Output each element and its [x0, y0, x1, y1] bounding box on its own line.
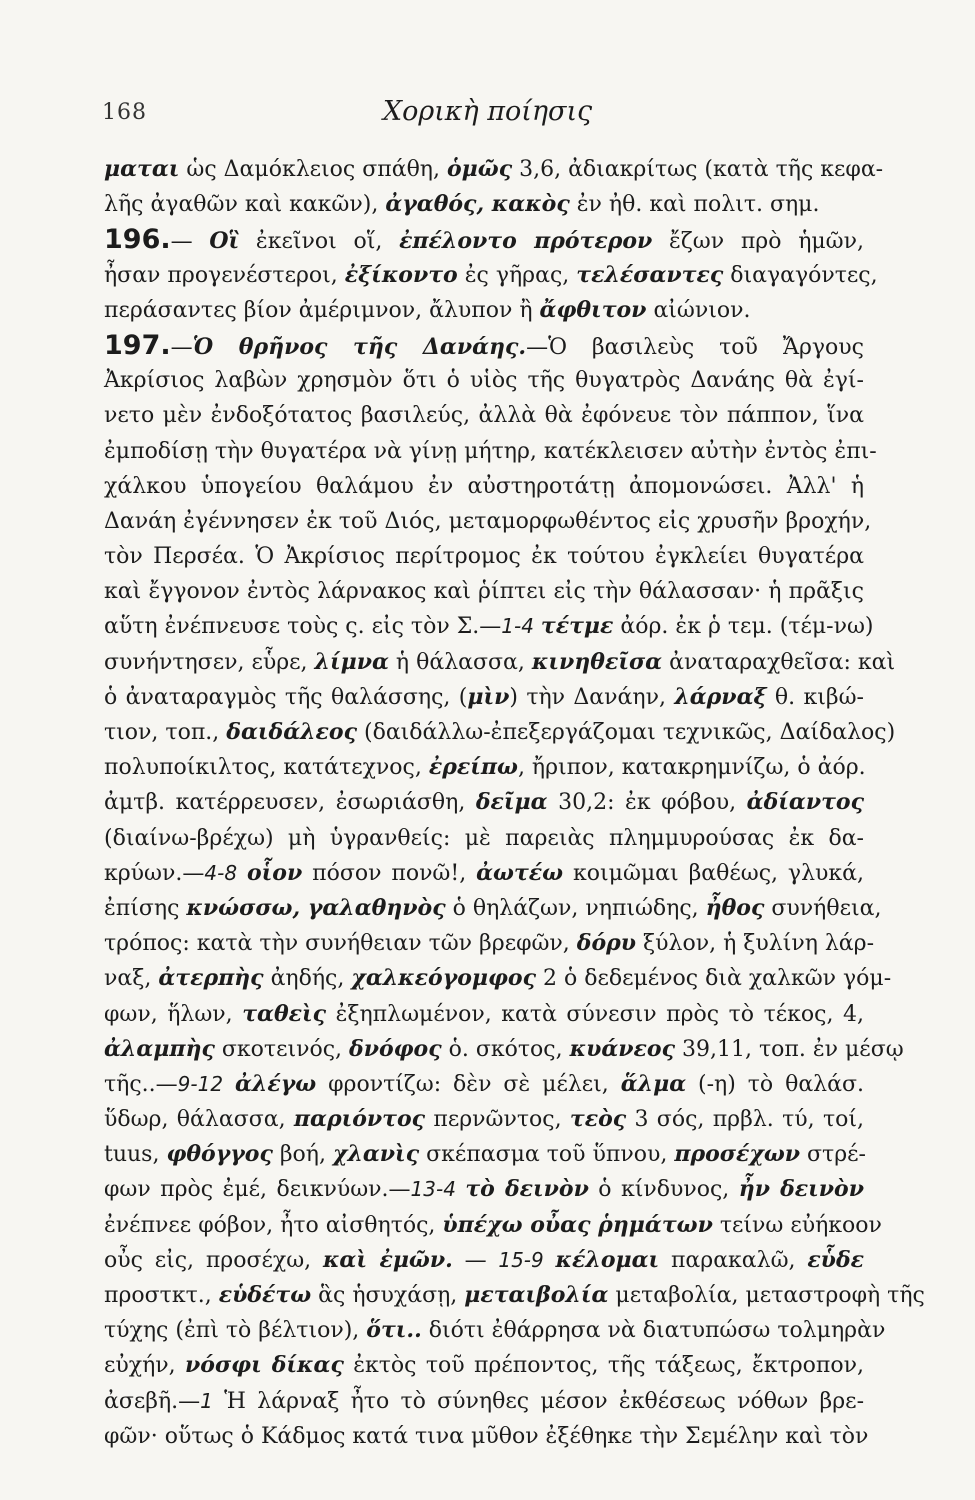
text-run: αὕτη ἐνέπνευσε τοὺς ς. εἰς τὸν Σ.—: [104, 614, 502, 640]
lemma: ταθεὶς: [242, 1000, 327, 1027]
text-line: [104, 1348, 864, 1383]
text-run: ἡ θάλασσα,: [388, 649, 532, 675]
text-run: τιον, τοπ.,: [104, 720, 227, 745]
section-number: 196.: [104, 224, 171, 256]
text-line: [104, 222, 864, 257]
text-run: ἀσεβῆ.—: [104, 1388, 201, 1414]
text-run: —: [452, 1247, 499, 1273]
text-run: [534, 614, 541, 639]
lemma: τεὸς: [569, 1106, 627, 1133]
lemma: μὶν: [467, 683, 510, 710]
text-run: συνήθεια,: [764, 895, 882, 921]
lemma: ἀγαθός, κακὸς: [385, 191, 570, 218]
lemma: δεῖμα: [475, 789, 548, 816]
text-run: θ. κιβώ-: [766, 684, 864, 710]
lemma: νόσφι δίκας: [185, 1352, 344, 1379]
text-run: αἰώνιον.: [646, 297, 751, 323]
text-run: ἐξηπλωμένον, κατὰ σύνεσιν πρὸς τὸ τέκος, 4,: [326, 1001, 864, 1027]
text-run: φῶν· οὕτως ὁ Κάδμος κατά τινα μῦθον ἐξέθηκε τὴν Σεμέλην καὶ τὸν: [104, 1423, 869, 1449]
text-line: [104, 258, 878, 293]
text-run: Ἡ λάρναξ ἦτο τὸ σύνηθες μέσον ἐκθέσεως νόθων βρε-: [212, 1388, 864, 1414]
text-run: 2 ὁ δεδεμένος διὰ χαλκῶν γόμ-: [535, 966, 892, 992]
verse-reference: 13-4: [410, 1177, 456, 1202]
text-line: [104, 1419, 869, 1454]
lemma: ὑπέχω οὖας ῥημάτων: [442, 1211, 713, 1238]
text-run: χάλκου ὑπογείου θαλάμου ἐν αὐστηροτάτῃ ἀπομονώσει. Ἀλλ' ἡ: [104, 473, 864, 499]
text-run: ἐκεῖνοι οἵ,: [239, 229, 400, 255]
text-line: [104, 398, 864, 433]
text-run: ναξ,: [104, 966, 159, 992]
text-run: στρέ-: [800, 1142, 866, 1168]
page-number: 168: [102, 100, 147, 125]
text-line: [104, 363, 864, 398]
text-run: περάσαντες βίον ἀμέριμνον, ἄλυπον ἢ: [104, 297, 540, 323]
text-run: φων, ἥλων,: [104, 1001, 243, 1027]
text-run: ὁ κίνδυνος,: [588, 1177, 739, 1203]
lemma: Οἳ: [209, 228, 240, 255]
text-run: ἐπίσης: [104, 895, 187, 921]
text-line: [104, 469, 864, 504]
text-run: ὁ ἀναταραγμὸς τῆς θαλάσσης, (: [104, 684, 468, 710]
lemma: δαιδάλεος: [226, 719, 357, 745]
lemma: παριόντος: [293, 1106, 426, 1133]
lemma: ἀλέγω: [234, 1070, 317, 1097]
lemma: χαλκεόγομφος: [351, 965, 536, 992]
text-run: σκοτεινός,: [214, 1036, 350, 1062]
text-run: τὸν Περσέα. Ὁ Ἀκρίσιος περίτρομος ἐκ τούτου ἐγκλείει θυγατέρα: [104, 544, 864, 570]
text-run: ἦσαν προγενέστεροι,: [104, 262, 345, 288]
text-run: πολυποίκιλτος, κατάτεχνος,: [104, 755, 429, 781]
text-run: τύχης (ἐπὶ τὸ βέλτιον),: [104, 1318, 367, 1344]
text-line: [104, 1384, 864, 1419]
lemma: κινηθεῖσα: [531, 648, 663, 675]
lemma: ἅλμα: [620, 1070, 687, 1097]
lemma: μαται: [104, 156, 180, 182]
text-run: τῆς..—: [104, 1071, 178, 1097]
text-line: [104, 328, 864, 363]
lemma: εὑδέτω: [218, 1282, 312, 1308]
text-run: —Ὁ βασιλεὺς τοῦ Ἄργους: [526, 334, 864, 360]
verse-reference: 9-12: [177, 1071, 224, 1096]
text-run: [237, 861, 247, 886]
text-run: Ἀκρίσιος λαβὼν χρησμὸν ὅτι ὁ υἱὸς τῆς θυγατρὸς Δανάης θὰ ἐγί-: [104, 368, 864, 394]
text-line: [104, 504, 872, 539]
text-line: [104, 821, 864, 856]
text-run: σκέπασμα τοῦ ὕπνου,: [419, 1142, 675, 1168]
lemma: ἐξίκοντο: [344, 261, 458, 288]
verse-reference: 1: [200, 1388, 213, 1413]
lemma: φθόγγος: [166, 1141, 273, 1168]
lemma: κνώσσω, γαλαθηνὸς: [186, 894, 446, 921]
running-title: Χορικὴ ποίησις: [382, 96, 593, 127]
running-header: [100, 96, 875, 136]
text-run: ἀμτβ. κατέρρευσεν, ἐσωριάσθη,: [104, 790, 476, 816]
text-run: περνῶντος,: [425, 1107, 570, 1133]
text-line: [104, 680, 864, 715]
text-run: διαγαγόντες,: [723, 262, 878, 288]
text-run: κοιμῶμαι βαθέως, γλυκά,: [563, 860, 864, 886]
lemma: λίμνα: [314, 648, 389, 675]
text-run: —: [170, 229, 210, 255]
text-line: [104, 609, 874, 644]
text-line: [104, 574, 864, 609]
verse-reference: 4-8: [204, 860, 238, 885]
text-run: οὖς εἰς, προσέχω,: [104, 1247, 323, 1273]
lemma: τὸ δεινὸν: [465, 1176, 589, 1203]
lemma: Ὁ θρῆνος τῆς Δανάης.: [192, 333, 527, 360]
text-run: εὐχήν,: [104, 1353, 185, 1379]
lemma: τέτμε: [540, 613, 614, 640]
text-run: —: [170, 334, 193, 360]
text-line: [104, 1172, 864, 1207]
lemma: ἐπέλοντο πρότερον: [399, 228, 653, 255]
text-run: tuus,: [104, 1142, 167, 1168]
text-run: πόσον πονῶ!,: [302, 860, 477, 886]
text-line: [104, 434, 877, 469]
lemma: ἦθος: [705, 894, 765, 921]
text-run: ἐς γῆρας,: [457, 262, 577, 288]
text-line: [104, 1313, 886, 1348]
lemma: μεταιβολία: [464, 1282, 609, 1308]
verse-reference: 15-9: [498, 1247, 544, 1272]
text-run: ὕδωρ, θάλασσα,: [104, 1107, 294, 1133]
text-run: , ἤριπον, κατακρημνίζω, ὁ ἀόρ.: [517, 755, 866, 781]
text-line: [104, 785, 864, 820]
text-run: ἀναταραχθεῖσα: καὶ: [662, 649, 896, 675]
text-run: μεταβολία, μεταστροφὴ τῆς: [608, 1283, 925, 1308]
text-line: [104, 187, 864, 222]
text-line: [104, 1137, 864, 1172]
text-run: ἐν ἠθ. καὶ πολιτ. σημ.: [569, 192, 820, 218]
lemma: ἐρείπω: [428, 754, 518, 781]
text-run: νετο μὲν ἐνδοξότατος βασιλεύς, ἀλλὰ θὰ ἐφόνευε τὸν πάππον, ἵνα: [104, 403, 864, 429]
text-run: ἐμποδίσῃ τὴν θυγατέρα νὰ γίνῃ μήτηρ, κατέκλεισεν αὐτὴν ἐντὸς ἐπι-: [104, 438, 877, 464]
text-run: (δαιδάλλω-ἐπεξεργάζομαι τεχνικῶς, Δαίδαλος): [357, 720, 896, 745]
text-run: προστκτ.,: [104, 1283, 219, 1308]
text-line: [104, 1032, 904, 1067]
text-run: διότι ἐθάρρησα νὰ διατυπώσω τολμηρὰν: [421, 1318, 886, 1344]
text-line: [104, 539, 864, 574]
text-run: 39,11, τοπ. ἐν μέσῳ: [675, 1036, 904, 1062]
lemma: εὗδε: [807, 1246, 864, 1273]
text-run: (διαίνω-βρέχω) μὴ ὑγρανθείς: μὲ παρειὰς πλημμυρούσας ἐκ δα-: [104, 825, 864, 851]
text-line: [104, 856, 864, 891]
lemma: ἀτερπὴς: [158, 965, 264, 992]
text-run: ἀόρ. ἐκ ῥ τεμ. (τέμ-νω): [613, 614, 874, 640]
lemma: τελέσαντες: [576, 261, 724, 288]
text-run: παρακαλῶ,: [659, 1247, 808, 1273]
text-run: ἀηδής,: [263, 966, 352, 992]
text-run: ξύλον, ἡ ξυλίνη λάρ-: [636, 931, 875, 957]
lemma: κέλομαι: [555, 1246, 660, 1273]
text-run: ) τὴν Δανάην,: [509, 684, 675, 710]
text-line: [104, 715, 896, 750]
lemma: ἄφθιτον: [539, 296, 647, 323]
text-run: συνήντησεν, εὗρε,: [104, 649, 315, 675]
verse-reference: 1-4: [501, 614, 534, 639]
text-line: [104, 1067, 864, 1102]
text-run: 3 σός, πρβλ. τύ, τοί,: [626, 1107, 864, 1133]
lemma: κυάνεος: [569, 1035, 675, 1062]
text-line: [104, 1278, 925, 1313]
text-run: Δανάη ἐγέννησεν ἐκ τοῦ Διός, μεταμορφωθέντος εἰς χρυσῆν βροχήν,: [104, 508, 872, 534]
text-run: τρόπος: κατὰ τὴν συνήθειαν τῶν βρεφῶν,: [104, 931, 577, 957]
lemma: δόρυ: [576, 930, 637, 957]
text-run: βοή,: [272, 1142, 333, 1168]
text-run: φροντίζω: δὲν σὲ μέλει,: [316, 1071, 621, 1097]
text-run: κρύων.—: [104, 860, 205, 886]
text-run: [456, 1177, 465, 1202]
lemma: ἀλαμπὴς: [104, 1035, 215, 1062]
lemma: δνόφος: [349, 1035, 442, 1062]
text-run: 30,2: ἐκ φόβου,: [547, 790, 747, 816]
lemma: χλανὶς: [332, 1141, 420, 1168]
lemma: καὶ ἐμῶν.: [322, 1246, 453, 1273]
lemma: ὁμῶς: [446, 156, 513, 182]
text-run: [544, 1248, 556, 1273]
text-line: [104, 1208, 882, 1243]
lemma: ἀωτέω: [476, 859, 564, 886]
text-run: φων πρὸς ἐμέ, δεικνύων.—: [104, 1177, 411, 1203]
text-run: καὶ ἔγγονον ἐντὸς λάρνακος καὶ ῥίπτει εἰς τὴν θάλασσαν· ἡ πρᾶξις: [104, 579, 864, 605]
text-run: τείνω εὐήκοον: [712, 1212, 882, 1238]
text-run: λῆς ἀγαθῶν καὶ κακῶν),: [104, 192, 386, 218]
text-run: ἐκτὸς τοῦ πρέποντος, τῆς τάξεως, ἔκτροπον,: [343, 1353, 864, 1379]
text-line: [104, 961, 892, 996]
section-number: 197.: [104, 329, 171, 361]
text-run: ὁ θηλάζων, νηπιώδης,: [445, 895, 706, 921]
text-run: ἔζων πρὸ ἡμῶν,: [652, 229, 864, 255]
text-line: [104, 997, 864, 1032]
lemma: προσέχων: [674, 1141, 801, 1168]
text-run: ἃς ἡσυχάσῃ,: [311, 1283, 465, 1308]
commentary-text: [104, 152, 925, 1454]
text-line: [104, 750, 864, 785]
lemma: ὅτι..: [366, 1317, 422, 1344]
text-line: [104, 926, 875, 961]
text-line: [104, 1243, 864, 1278]
lemma: οἷον: [246, 859, 303, 886]
lemma: λάρναξ: [674, 683, 767, 710]
text-run: (-η) τὸ θαλάσ.: [686, 1071, 864, 1097]
text-run: 3,6, ἀδιακρίτως (κατὰ τῆς κεφα-: [512, 157, 884, 182]
text-line: [104, 293, 864, 328]
text-run: [223, 1072, 235, 1097]
text-line: [104, 1102, 864, 1137]
text-line: [104, 891, 882, 926]
text-run: ὡς Δαμόκλειος σπάθη,: [179, 157, 447, 182]
lemma: ἀδίαντος: [746, 789, 864, 816]
lemma: ἦν δεινὸν: [738, 1176, 864, 1203]
text-line: [104, 645, 896, 680]
text-line: [104, 152, 884, 187]
text-run: ὁ. σκότος,: [441, 1036, 570, 1062]
text-run: ἐνέπνεε φόβον, ἦτο αἰσθητός,: [104, 1212, 443, 1238]
